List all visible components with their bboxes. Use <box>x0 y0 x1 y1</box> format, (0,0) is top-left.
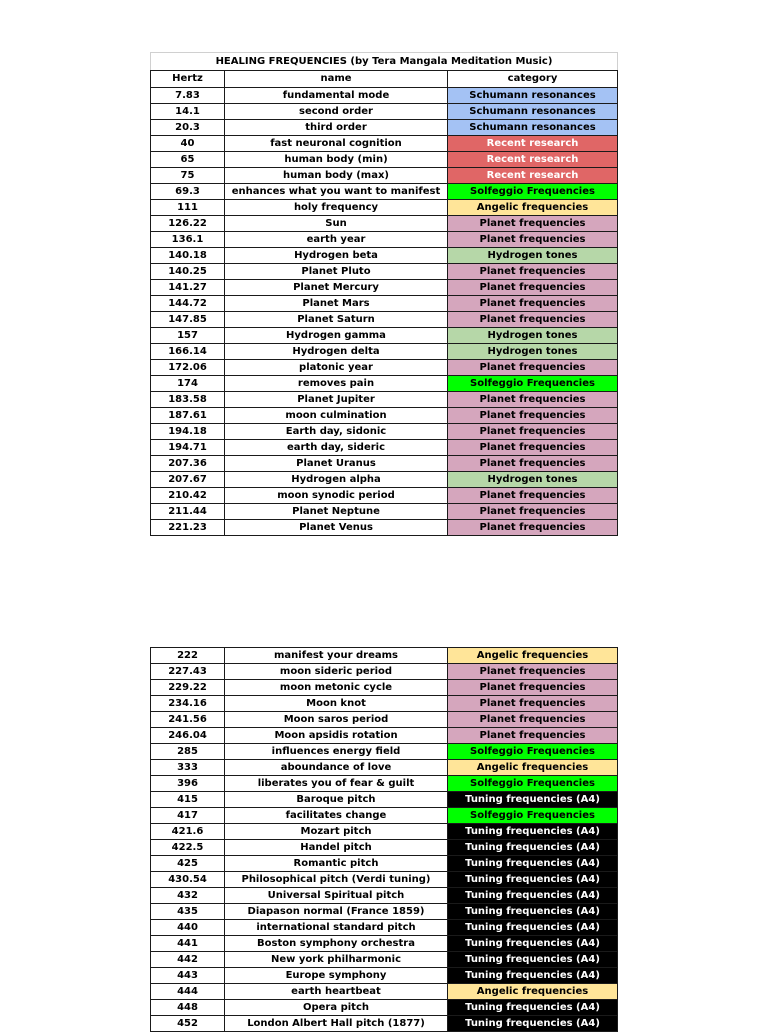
name-cell: aboundance of love <box>225 760 448 776</box>
hertz-cell: 69.3 <box>151 184 225 200</box>
table-row <box>151 472 618 488</box>
category-cell: Recent research <box>448 136 618 152</box>
name-cell: earth year <box>225 232 448 248</box>
hertz-cell: 144.72 <box>151 296 225 312</box>
hertz-cell: 425 <box>151 856 225 872</box>
name-cell: moon synodic period <box>225 488 448 504</box>
hertz-cell: 147.85 <box>151 312 225 328</box>
name-cell: Mozart pitch <box>225 824 448 840</box>
category-cell: Tuning frequencies (A4) <box>448 952 618 968</box>
name-cell: Planet Pluto <box>225 264 448 280</box>
hertz-cell: 442 <box>151 952 225 968</box>
name-cell: Philosophical pitch (Verdi tuning) <box>225 872 448 888</box>
header-hertz: Hertz <box>151 71 225 88</box>
table-2-body <box>151 648 618 1032</box>
table-row <box>151 376 618 392</box>
name-cell: Planet Mars <box>225 296 448 312</box>
table-row <box>151 280 618 296</box>
category-cell: Planet frequencies <box>448 712 618 728</box>
table-row <box>151 104 618 120</box>
hertz-cell: 172.06 <box>151 360 225 376</box>
category-cell: Planet frequencies <box>448 680 618 696</box>
table-row <box>151 184 618 200</box>
hertz-cell: 20.3 <box>151 120 225 136</box>
hertz-cell: 227.43 <box>151 664 225 680</box>
hertz-cell: 157 <box>151 328 225 344</box>
name-cell: holy frequency <box>225 200 448 216</box>
table-row <box>151 840 618 856</box>
category-cell: Planet frequencies <box>448 696 618 712</box>
name-cell: third order <box>225 120 448 136</box>
table-row <box>151 680 618 696</box>
hertz-cell: 246.04 <box>151 728 225 744</box>
frequency-table-2 <box>150 647 618 1032</box>
category-cell: Planet frequencies <box>448 504 618 520</box>
hertz-cell: 187.61 <box>151 408 225 424</box>
name-cell: Sun <box>225 216 448 232</box>
table-row <box>151 296 618 312</box>
name-cell: earth heartbeat <box>225 984 448 1000</box>
name-cell: liberates you of fear & guilt <box>225 776 448 792</box>
name-cell: Hydrogen alpha <box>225 472 448 488</box>
name-cell: Planet Venus <box>225 520 448 536</box>
table-row <box>151 200 618 216</box>
table-row <box>151 328 618 344</box>
category-cell: Planet frequencies <box>448 728 618 744</box>
hertz-cell: 194.71 <box>151 440 225 456</box>
table-row <box>151 312 618 328</box>
name-cell: moon sideric period <box>225 664 448 680</box>
category-cell: Angelic frequencies <box>448 648 618 664</box>
table-row <box>151 392 618 408</box>
category-cell: Tuning frequencies (A4) <box>448 968 618 984</box>
category-cell: Schumann resonances <box>448 88 618 104</box>
hertz-cell: 126.22 <box>151 216 225 232</box>
category-cell: Tuning frequencies (A4) <box>448 888 618 904</box>
name-cell: human body (min) <box>225 152 448 168</box>
table-row <box>151 888 618 904</box>
name-cell: Planet Neptune <box>225 504 448 520</box>
category-cell: Tuning frequencies (A4) <box>448 792 618 808</box>
hertz-cell: 440 <box>151 920 225 936</box>
table-row <box>151 648 618 664</box>
name-cell: Moon saros period <box>225 712 448 728</box>
category-cell: Angelic frequencies <box>448 984 618 1000</box>
hertz-cell: 430.54 <box>151 872 225 888</box>
hertz-cell: 422.5 <box>151 840 225 856</box>
name-cell: international standard pitch <box>225 920 448 936</box>
hertz-cell: 435 <box>151 904 225 920</box>
hertz-cell: 221.23 <box>151 520 225 536</box>
category-cell: Planet frequencies <box>448 408 618 424</box>
name-cell: fundamental mode <box>225 88 448 104</box>
category-cell: Schumann resonances <box>448 104 618 120</box>
hertz-cell: 448 <box>151 1000 225 1016</box>
name-cell: Opera pitch <box>225 1000 448 1016</box>
table-row <box>151 968 618 984</box>
name-cell: Planet Uranus <box>225 456 448 472</box>
title-row <box>151 53 618 71</box>
hertz-cell: 65 <box>151 152 225 168</box>
hertz-cell: 229.22 <box>151 680 225 696</box>
hertz-cell: 14.1 <box>151 104 225 120</box>
hertz-cell: 415 <box>151 792 225 808</box>
category-cell: Tuning frequencies (A4) <box>448 1016 618 1032</box>
table-row <box>151 520 618 536</box>
name-cell: fast neuronal cognition <box>225 136 448 152</box>
name-cell: moon metonic cycle <box>225 680 448 696</box>
header-row <box>151 71 618 88</box>
category-cell: Hydrogen tones <box>448 472 618 488</box>
name-cell: Hydrogen delta <box>225 344 448 360</box>
hertz-cell: 207.36 <box>151 456 225 472</box>
category-cell: Tuning frequencies (A4) <box>448 824 618 840</box>
table-row <box>151 344 618 360</box>
hertz-cell: 222 <box>151 648 225 664</box>
header-category: category <box>448 71 618 88</box>
hertz-cell: 417 <box>151 808 225 824</box>
category-cell: Planet frequencies <box>448 264 618 280</box>
hertz-cell: 432 <box>151 888 225 904</box>
table-row <box>151 408 618 424</box>
table-row <box>151 712 618 728</box>
category-cell: Hydrogen tones <box>448 248 618 264</box>
category-cell: Tuning frequencies (A4) <box>448 936 618 952</box>
category-cell: Planet frequencies <box>448 360 618 376</box>
category-cell: Planet frequencies <box>448 296 618 312</box>
table-row <box>151 696 618 712</box>
category-cell: Schumann resonances <box>448 120 618 136</box>
table-row <box>151 776 618 792</box>
category-cell: Tuning frequencies (A4) <box>448 1000 618 1016</box>
hertz-cell: 234.16 <box>151 696 225 712</box>
table-row <box>151 264 618 280</box>
hertz-cell: 40 <box>151 136 225 152</box>
name-cell: removes pain <box>225 376 448 392</box>
category-cell: Recent research <box>448 152 618 168</box>
table-row <box>151 456 618 472</box>
name-cell: Europe symphony <box>225 968 448 984</box>
header-name: name <box>225 71 448 88</box>
hertz-cell: 174 <box>151 376 225 392</box>
table-row <box>151 952 618 968</box>
hertz-cell: 194.18 <box>151 424 225 440</box>
hertz-cell: 211.44 <box>151 504 225 520</box>
table-row <box>151 744 618 760</box>
hertz-cell: 166.14 <box>151 344 225 360</box>
hertz-cell: 441 <box>151 936 225 952</box>
table-row <box>151 920 618 936</box>
category-cell: Planet frequencies <box>448 488 618 504</box>
name-cell: Moon apsidis rotation <box>225 728 448 744</box>
name-cell: Planet Jupiter <box>225 392 448 408</box>
name-cell: Planet Saturn <box>225 312 448 328</box>
table-row <box>151 136 618 152</box>
hertz-cell: 140.25 <box>151 264 225 280</box>
name-cell: Moon knot <box>225 696 448 712</box>
name-cell: facilitates change <box>225 808 448 824</box>
category-cell: Planet frequencies <box>448 664 618 680</box>
name-cell: Handel pitch <box>225 840 448 856</box>
category-cell: Hydrogen tones <box>448 344 618 360</box>
category-cell: Planet frequencies <box>448 392 618 408</box>
hertz-cell: 111 <box>151 200 225 216</box>
table-1-body <box>151 88 618 536</box>
name-cell: human body (max) <box>225 168 448 184</box>
category-cell: Recent research <box>448 168 618 184</box>
name-cell: Hydrogen beta <box>225 248 448 264</box>
table-row <box>151 1000 618 1016</box>
name-cell: Romantic pitch <box>225 856 448 872</box>
category-cell: Solfeggio Frequencies <box>448 744 618 760</box>
hertz-cell: 421.6 <box>151 824 225 840</box>
name-cell: manifest your dreams <box>225 648 448 664</box>
table-row <box>151 152 618 168</box>
name-cell: Planet Mercury <box>225 280 448 296</box>
category-cell: Planet frequencies <box>448 424 618 440</box>
table-row <box>151 872 618 888</box>
category-cell: Solfeggio Frequencies <box>448 376 618 392</box>
name-cell: enhances what you want to manifest <box>225 184 448 200</box>
frequency-table-1 <box>150 52 618 536</box>
name-cell: platonic year <box>225 360 448 376</box>
hertz-cell: 444 <box>151 984 225 1000</box>
name-cell: earth day, sideric <box>225 440 448 456</box>
table-row <box>151 168 618 184</box>
category-cell: Tuning frequencies (A4) <box>448 840 618 856</box>
table-title: HEALING FREQUENCIES (by Tera Mangala Meditation Music) <box>151 53 618 71</box>
hertz-cell: 183.58 <box>151 392 225 408</box>
category-cell: Angelic frequencies <box>448 200 618 216</box>
name-cell: New york philharmonic <box>225 952 448 968</box>
category-cell: Hydrogen tones <box>448 328 618 344</box>
hertz-cell: 396 <box>151 776 225 792</box>
category-cell: Planet frequencies <box>448 520 618 536</box>
name-cell: moon culmination <box>225 408 448 424</box>
table-row <box>151 424 618 440</box>
table-row <box>151 504 618 520</box>
table-row <box>151 984 618 1000</box>
table-row <box>151 360 618 376</box>
category-cell: Planet frequencies <box>448 232 618 248</box>
category-cell: Planet frequencies <box>448 280 618 296</box>
hertz-cell: 75 <box>151 168 225 184</box>
category-cell: Solfeggio Frequencies <box>448 808 618 824</box>
table-row <box>151 88 618 104</box>
table-row <box>151 808 618 824</box>
table-row <box>151 824 618 840</box>
name-cell: Diapason normal (France 1859) <box>225 904 448 920</box>
category-cell: Planet frequencies <box>448 216 618 232</box>
table-row <box>151 792 618 808</box>
category-cell: Tuning frequencies (A4) <box>448 872 618 888</box>
category-cell: Angelic frequencies <box>448 760 618 776</box>
table-row <box>151 856 618 872</box>
name-cell: London Albert Hall pitch (1877) <box>225 1016 448 1032</box>
table-row <box>151 216 618 232</box>
category-cell: Solfeggio Frequencies <box>448 184 618 200</box>
hertz-cell: 443 <box>151 968 225 984</box>
table-row <box>151 440 618 456</box>
table-row <box>151 760 618 776</box>
table-row <box>151 728 618 744</box>
hertz-cell: 241.56 <box>151 712 225 728</box>
name-cell: Boston symphony orchestra <box>225 936 448 952</box>
category-cell: Planet frequencies <box>448 440 618 456</box>
category-cell: Tuning frequencies (A4) <box>448 856 618 872</box>
hertz-cell: 140.18 <box>151 248 225 264</box>
category-cell: Solfeggio Frequencies <box>448 776 618 792</box>
table-row <box>151 488 618 504</box>
category-cell: Tuning frequencies (A4) <box>448 904 618 920</box>
hertz-cell: 333 <box>151 760 225 776</box>
name-cell: Baroque pitch <box>225 792 448 808</box>
category-cell: Planet frequencies <box>448 456 618 472</box>
name-cell: second order <box>225 104 448 120</box>
table-row <box>151 904 618 920</box>
hertz-cell: 207.67 <box>151 472 225 488</box>
name-cell: Universal Spiritual pitch <box>225 888 448 904</box>
category-cell: Tuning frequencies (A4) <box>448 920 618 936</box>
hertz-cell: 136.1 <box>151 232 225 248</box>
table-row <box>151 664 618 680</box>
hertz-cell: 7.83 <box>151 88 225 104</box>
table-row <box>151 248 618 264</box>
table-row <box>151 232 618 248</box>
hertz-cell: 452 <box>151 1016 225 1032</box>
table-row <box>151 120 618 136</box>
hertz-cell: 285 <box>151 744 225 760</box>
name-cell: Hydrogen gamma <box>225 328 448 344</box>
name-cell: influences energy field <box>225 744 448 760</box>
table-row <box>151 936 618 952</box>
hertz-cell: 210.42 <box>151 488 225 504</box>
category-cell: Planet frequencies <box>448 312 618 328</box>
hertz-cell: 141.27 <box>151 280 225 296</box>
name-cell: Earth day, sidonic <box>225 424 448 440</box>
